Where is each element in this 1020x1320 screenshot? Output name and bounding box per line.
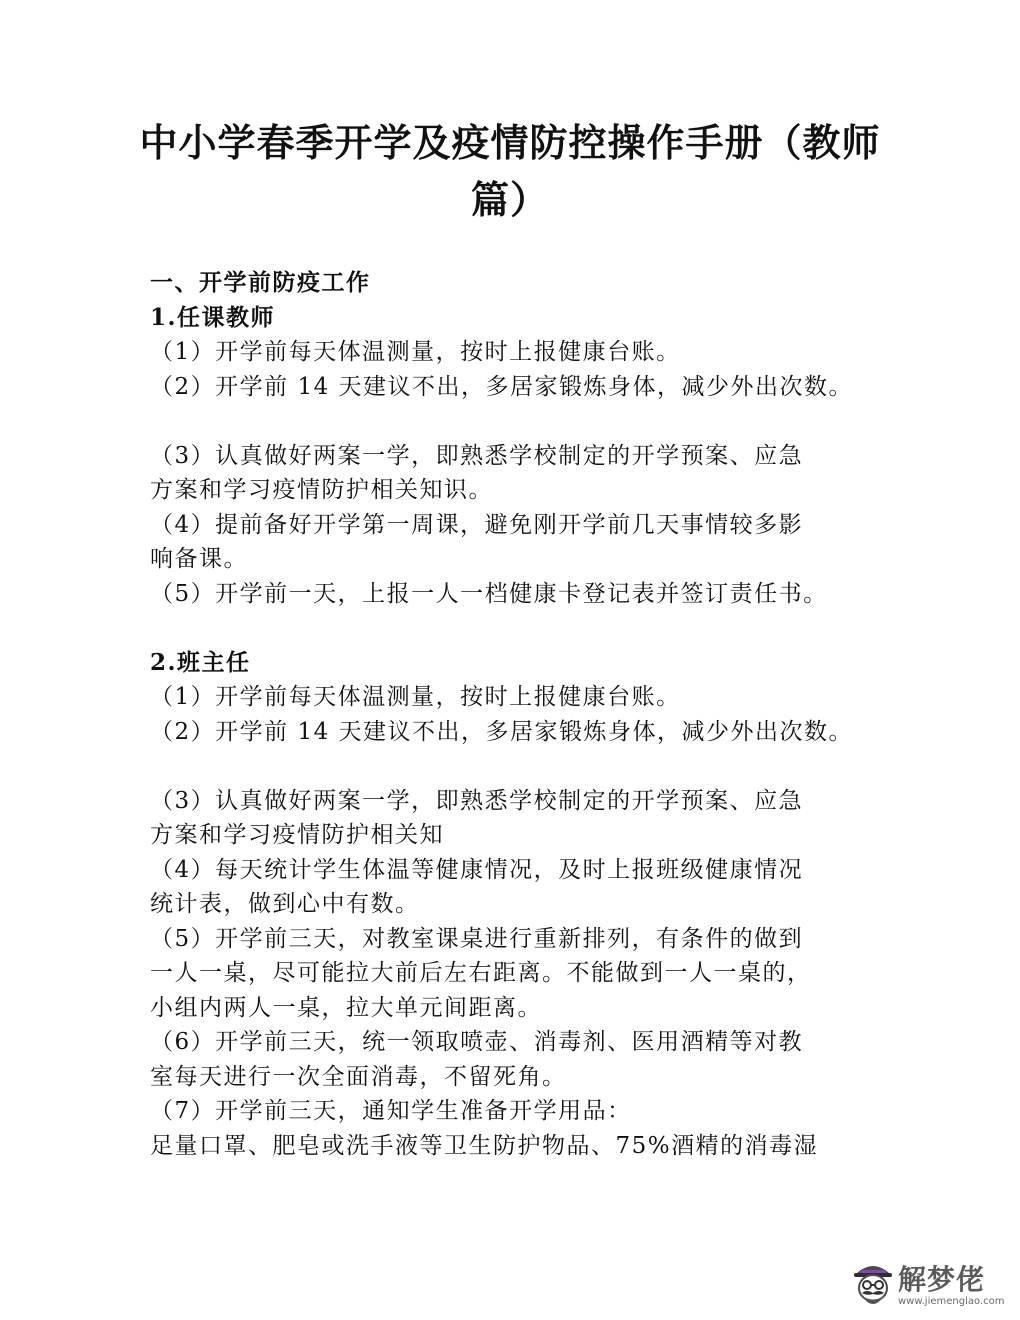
paragraph-line: 足量口罩、肥皂或洗手液等卫生防护物品、75%酒精的消毒湿 [150,1132,819,1159]
watermark-url: www.jiemenglao.com [898,1296,1005,1307]
paragraph-line: 响备课。 [150,546,248,572]
paragraph-line: （5）开学前三天，对教室课桌进行重新排列，有条件的做到 [150,925,804,952]
document-title-line-2: 篇） [470,177,549,222]
paragraph-line: （7）开学前三天，通知学生准备开学用品： [150,1098,632,1124]
paragraph-line: （2）开学前 14 天建议不出，多居家锻炼身体，减少外出次数。 [150,718,854,745]
paragraph-line: 统计表，做到心中有数。 [150,891,420,917]
paragraph-line: （3）认真做好两案一学，即熟悉学校制定的开学预案、应急 [150,787,804,814]
paragraph-line: （6）开学前三天，统一领取喷壶、消毒剂、医用酒精等对教 [150,1029,804,1055]
paragraph-line: 方案和学习疫情防护相关知 [150,822,444,848]
paragraph-line: （1）开学前每天体温测量，按时上报健康台账。 [150,684,681,710]
watermark-name: 解梦佬 [898,1263,986,1296]
document-title-line-1: 中小学春季开学及疫情防控操作手册（教师 [139,120,881,165]
paragraph-line: 一人一桌，尽可能拉大前后左右距离。不能做到一人一桌的， [150,960,812,986]
paragraph-line: 小组内两人一桌，拉大单元间距离。 [150,994,542,1021]
watermark [848,1256,1008,1316]
blank-line [150,404,910,439]
heading-line: 2.班主任 [150,648,251,676]
blank-line [150,611,910,646]
blank-line [150,749,910,784]
paragraph-line: （4）每天统计学生体温等健康情况，及时上报班级健康情况 [150,856,804,883]
paragraph-line: 方案和学习疫情防护相关知识。 [150,477,493,503]
paragraph-line: （3）认真做好两案一学，即熟悉学校制定的开学预案、应急 [150,442,804,469]
paragraph-line: （4）提前备好开学第一周课，避免刚开学前几天事情较多影 [150,511,804,538]
heading-line: 1.任课教师 [150,303,276,331]
section-line: 一、开学前防疫工作 [150,270,371,296]
document-body [150,266,910,1163]
paragraph-line: （1）开学前每天体温测量，按时上报健康台账。 [150,339,681,365]
paragraph-line: （5）开学前一天，上报一人一档健康卡登记表并签订责任书。 [150,580,828,607]
paragraph-line: （2）开学前 14 天建议不出，多居家锻炼身体，减少外出次数。 [150,373,854,400]
mustache-face-icon [852,1256,894,1312]
paragraph-line: 室每天进行一次全面消毒，不留死角。 [150,1063,567,1090]
